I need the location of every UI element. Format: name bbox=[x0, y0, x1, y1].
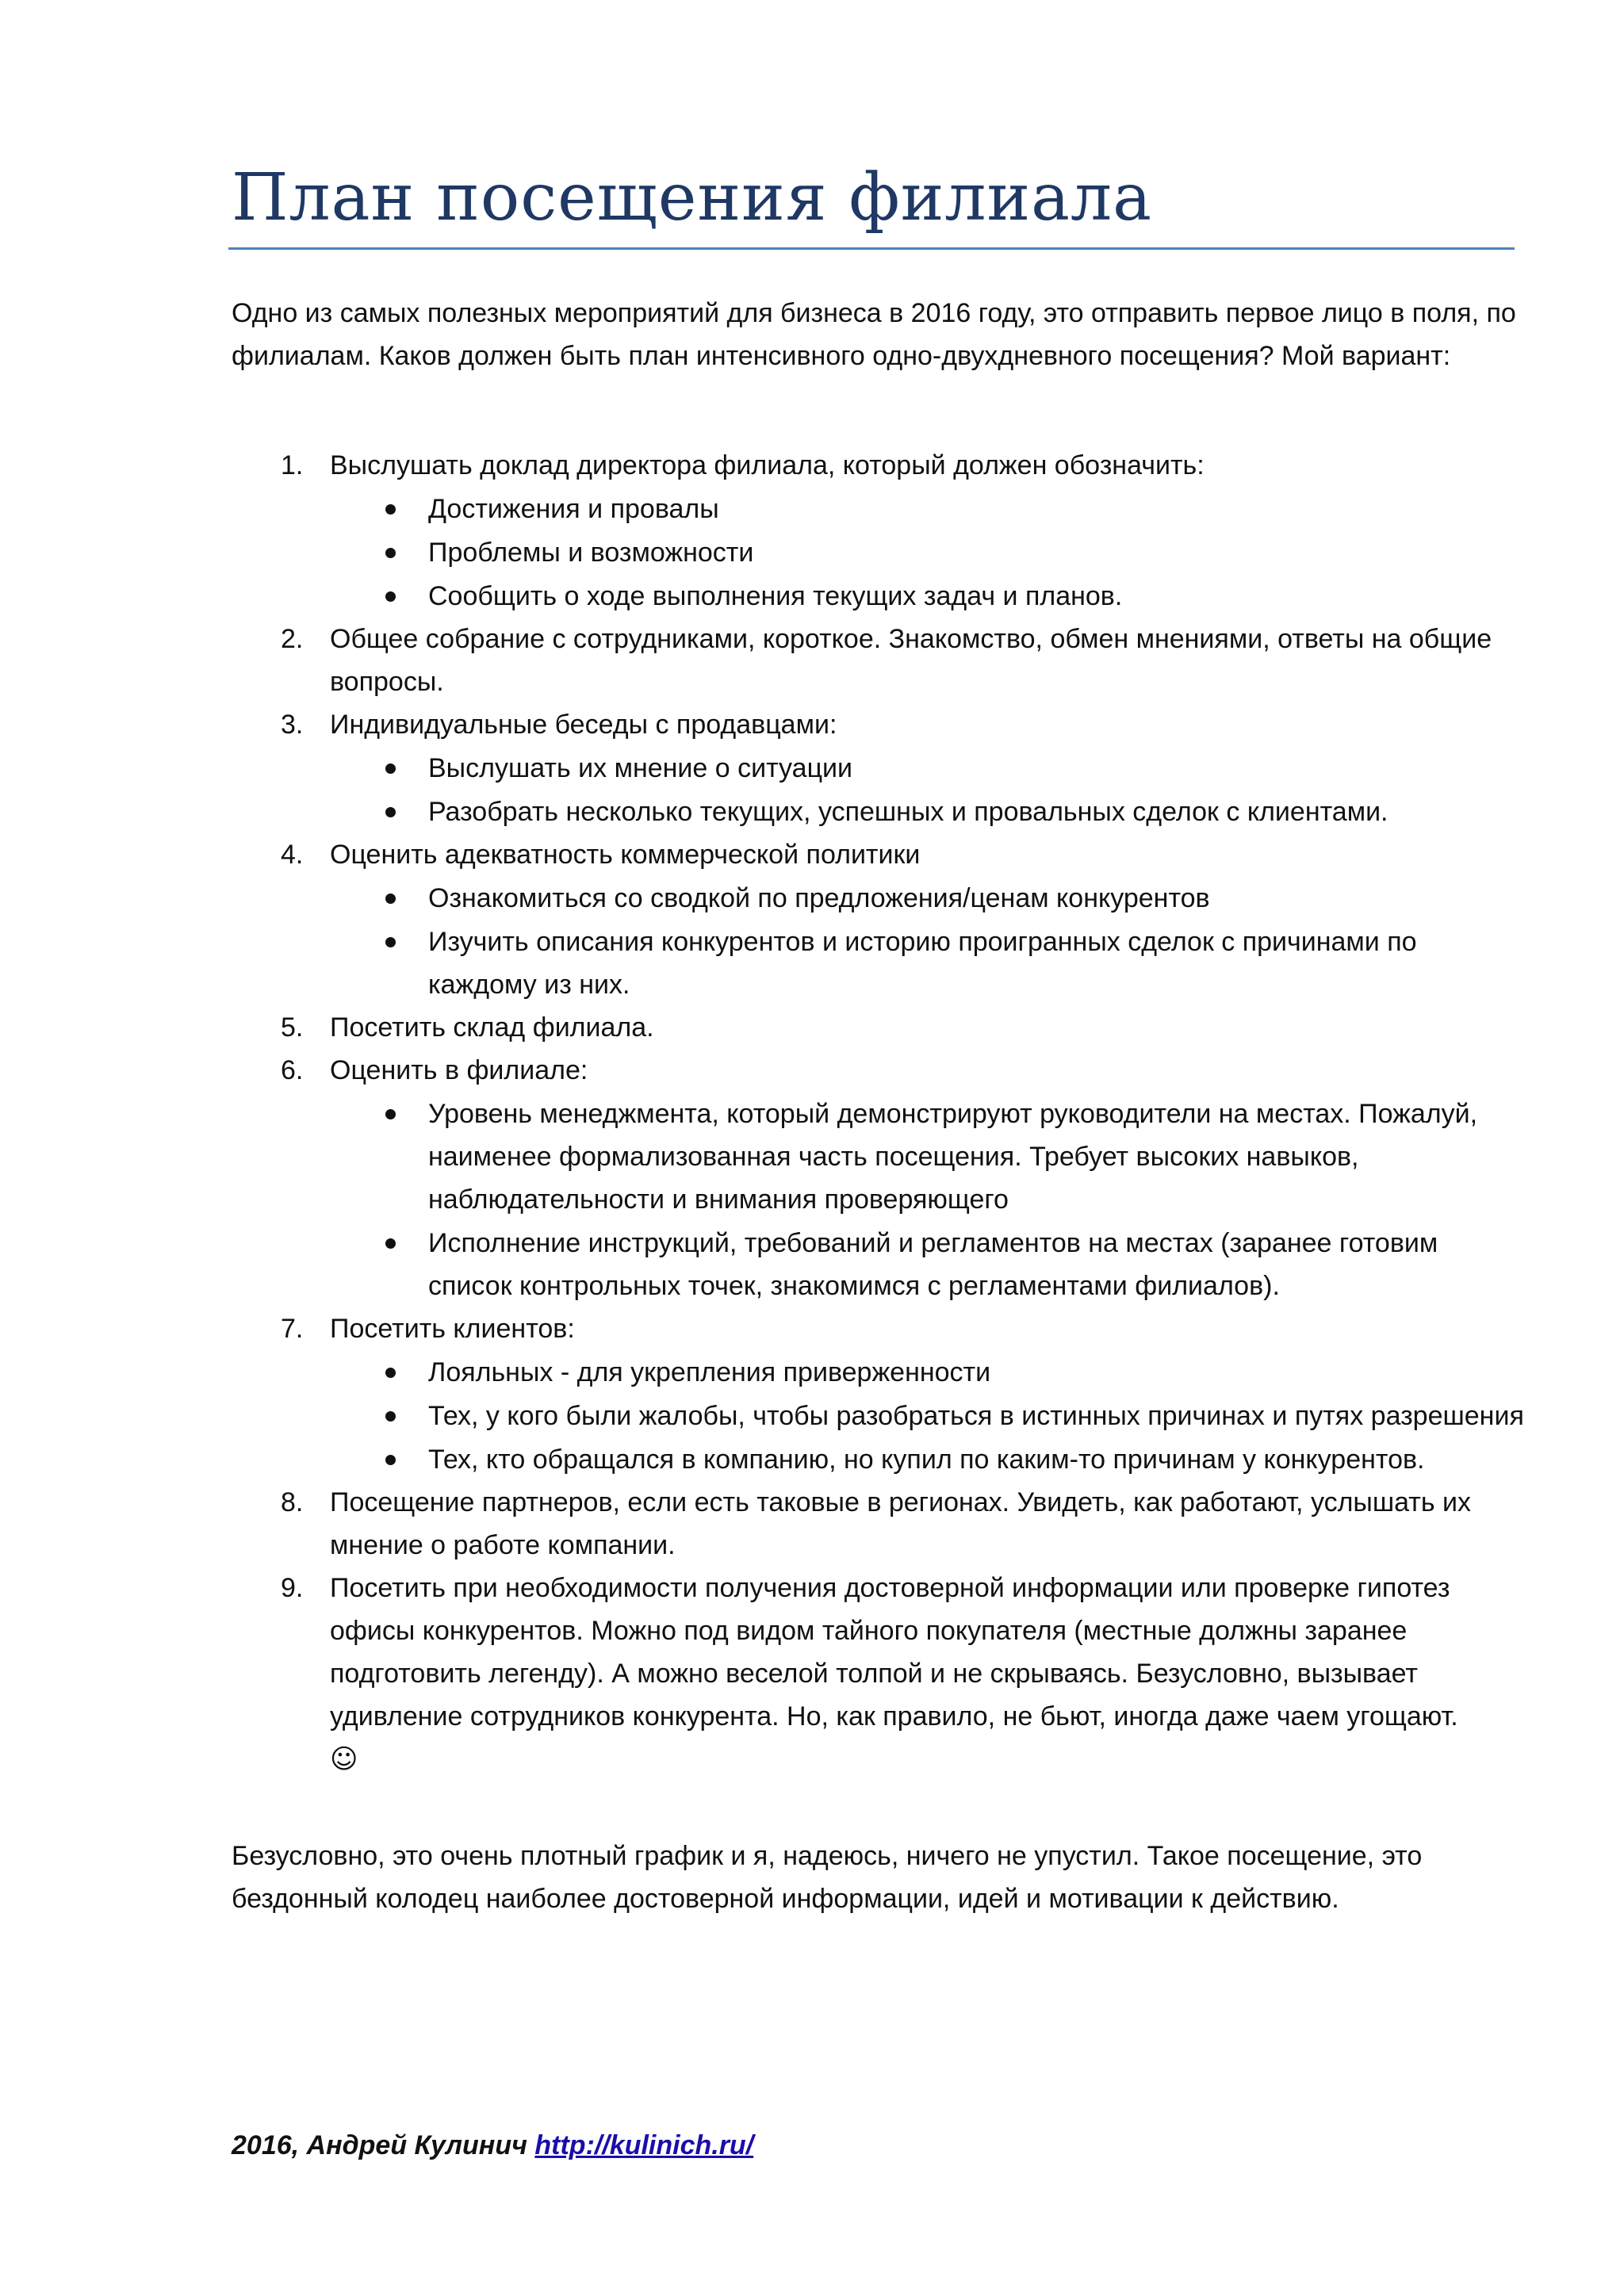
bullet-text: Уровень менеджмента, который демонстрируют руководители на местах. Пожалуй, наименее формализованная часть посещения. Требует высоких навыков, наблюдательности и внимания проверяющего bbox=[428, 1099, 1478, 1215]
list-item bbox=[232, 1006, 1524, 1049]
bullet-icon bbox=[385, 1238, 396, 1249]
bullet-icon bbox=[385, 1411, 396, 1422]
bullet-icon bbox=[385, 1455, 396, 1465]
bullet-icon bbox=[385, 548, 396, 558]
bullet-text: Тех, у кого были жалобы, чтобы разобраться в истинных причинах и путях разрешения bbox=[428, 1401, 1524, 1431]
list-item bbox=[232, 703, 1524, 833]
list-item-text: Выслушать доклад директора филиала, который должен обозначить: bbox=[330, 450, 1205, 480]
bullet-item bbox=[330, 1395, 1524, 1437]
bullet-text: Проблемы и возможности bbox=[428, 538, 754, 568]
bullet-item bbox=[330, 488, 1524, 530]
closing-paragraph: Безусловно, это очень плотный график и я, надеюсь, ничего не упустил. Такое посещение, это бездонный колодец наиболее достоверной информации, идей и мотивации к действию. bbox=[232, 1841, 1423, 1914]
list-item-number: 9. bbox=[281, 1573, 304, 1603]
list-item-text: Посетить клиентов: bbox=[330, 1314, 575, 1344]
list-item-text: Общее собрание с сотрудниками, короткое. Знакомство, обмен мнениями, ответы на общие вопросы. bbox=[330, 624, 1492, 697]
bullet-icon bbox=[385, 894, 396, 904]
bullet-text: Исполнение инструкций, требований и регламентов на местах (заранее готовим список контрольных точек, знакомимся с регламентами филиалов). bbox=[428, 1228, 1438, 1301]
bullet-icon bbox=[385, 591, 396, 602]
bullet-text: Достижения и провалы bbox=[428, 494, 719, 524]
list-item-text: Посетить при необходимости получения достоверной информации или проверке гипотез офисы конкурентов. Можно под видом тайного покупателя (местные должны заранее подготовить легенду). А можно веселой толпой и не скрываясь. Безусловно, вызывает удивление сотрудников конкурента. Но, как правило, не бьют, иногда даже чаем угощают. bbox=[330, 1573, 1458, 1732]
bullet-icon bbox=[385, 1368, 396, 1378]
intro-paragraph: Одно из самых полезных мероприятий для бизнеса в 2016 году, это отправить первое лицо в поля, по филиалам. Каков должен быть план интенсивного одно-двухдневного посещения? Мой вариант: bbox=[232, 298, 1516, 371]
title-underline bbox=[228, 247, 1515, 250]
smiley-icon: ☺ bbox=[330, 1743, 358, 1775]
bullet-text: Ознакомиться со сводкой по предложения/ценам конкурентов bbox=[428, 883, 1210, 913]
list-item-number: 1. bbox=[281, 450, 304, 480]
bullet-text: Лояльных - для укрепления приверженности bbox=[428, 1357, 991, 1387]
list-item-number: 6. bbox=[281, 1055, 304, 1085]
bullet-list bbox=[330, 488, 1524, 618]
list-item bbox=[232, 1567, 1524, 1781]
list-item-text: Посещение партнеров, если есть таковые в регионах. Увидеть, как работают, услышать их мнение о работе компании. bbox=[330, 1487, 1472, 1560]
list-item bbox=[232, 833, 1524, 1006]
bullet-icon bbox=[385, 937, 396, 947]
bullet-item bbox=[330, 877, 1524, 920]
list-item bbox=[232, 444, 1524, 618]
bullet-icon bbox=[385, 807, 396, 817]
bullet-item bbox=[330, 1222, 1524, 1307]
plan-list bbox=[232, 444, 1524, 1781]
list-item-number: 7. bbox=[281, 1314, 304, 1344]
list-item-number: 4. bbox=[281, 840, 304, 870]
list-item-number: 8. bbox=[281, 1487, 304, 1517]
footer-link[interactable]: http://kulinich.ru/ bbox=[534, 2130, 754, 2160]
bullet-item bbox=[330, 575, 1524, 618]
bullet-item bbox=[330, 1438, 1524, 1481]
list-item bbox=[232, 618, 1524, 703]
list-item-text: Оценить адекватность коммерческой политики bbox=[330, 840, 921, 870]
bullet-icon bbox=[385, 1109, 396, 1119]
list-item bbox=[232, 1049, 1524, 1307]
list-item-text: Индивидуальные беседы с продавцами: bbox=[330, 710, 837, 740]
bullet-item bbox=[330, 1093, 1524, 1221]
bullet-icon bbox=[385, 504, 396, 515]
list-item bbox=[232, 1307, 1524, 1481]
bullet-list bbox=[330, 747, 1524, 833]
bullet-item bbox=[330, 920, 1524, 1006]
bullet-item bbox=[330, 1351, 1524, 1394]
list-item-number: 5. bbox=[281, 1012, 304, 1043]
list-item-text: Посетить склад филиала. bbox=[330, 1012, 654, 1043]
bullet-icon bbox=[385, 763, 396, 774]
bullet-text: Изучить описания конкурентов и историю проигранных сделок с причинами по каждому из них. bbox=[428, 927, 1417, 1000]
footer bbox=[232, 2126, 753, 2164]
page-title: План посещения филиала bbox=[232, 160, 1152, 235]
bullet-text: Выслушать их мнение о ситуации bbox=[428, 753, 853, 783]
bullet-text: Тех, кто обращался в компанию, но купил по каким-то причинам у конкурентов. bbox=[428, 1445, 1425, 1475]
bullet-item bbox=[330, 790, 1524, 833]
footer-author: 2016, Андрей Кулинич bbox=[232, 2130, 527, 2160]
list-item-number: 2. bbox=[281, 624, 304, 654]
bullet-list bbox=[330, 1093, 1524, 1307]
list-item bbox=[232, 1481, 1524, 1567]
bullet-list bbox=[330, 877, 1524, 1006]
bullet-item bbox=[330, 747, 1524, 790]
bullet-text: Сообщить о ходе выполнения текущих задач и планов. bbox=[428, 581, 1123, 611]
list-item-number: 3. bbox=[281, 710, 304, 740]
bullet-item bbox=[330, 531, 1524, 574]
list-item-text: Оценить в филиале: bbox=[330, 1055, 588, 1085]
bullet-text: Разобрать несколько текущих, успешных и провальных сделок с клиентами. bbox=[428, 797, 1388, 827]
bullet-list bbox=[330, 1351, 1524, 1481]
